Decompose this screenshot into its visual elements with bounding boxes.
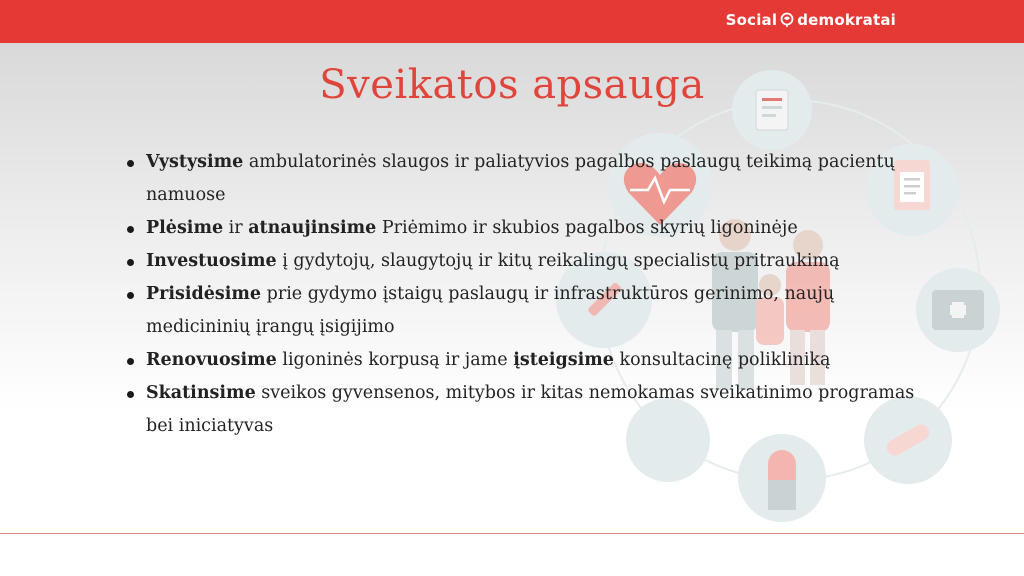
bullet-text: sveikos gyvensenos, mitybos ir kitas nemokamas sveikatinimo programas bei iniciatyvas [146, 383, 915, 436]
bullet-bold-2: atnaujinsime [248, 218, 377, 238]
bullet-text: ir [223, 218, 249, 238]
bullet-bold: Renovuosime [146, 350, 277, 370]
bullet-bold: Prisidėsime [146, 284, 262, 304]
bullet-item [124, 344, 924, 377]
footer-divider [0, 533, 1024, 534]
bullet-bold: Vystysime [146, 152, 244, 172]
bullet-bold: Plėsime [146, 218, 224, 238]
rose-icon [779, 12, 795, 28]
bullet-bold: Investuosime [146, 251, 277, 271]
bullet-text: ambulatorinės slaugos ir paliatyvios pagalbos paslaugų teikimą pacientų namuose [146, 152, 895, 205]
slide-title: Sveikatos apsauga [319, 62, 705, 108]
bullet-text-2: Priėmimo ir skubios pagalbos skyrių ligoninėje [376, 218, 798, 238]
bullet-item [124, 212, 924, 245]
bullet-list [124, 146, 924, 443]
bullet-item [124, 245, 924, 278]
brand-bar [0, 0, 1024, 43]
bullet-item [124, 377, 924, 443]
bullet-text: ligoninės korpusą ir jame [276, 350, 514, 370]
bullet-bold-2: įsteigsime [513, 350, 614, 370]
bullet-text-2: konsultacinę polikliniką [613, 350, 831, 370]
bullet-bold: Skatinsime [146, 383, 256, 403]
bullet-item [124, 146, 924, 212]
bullet-text: prie gydymo įstaigų paslaugų ir infrastruktūros gerinimo, naujų medicininių įrangų įsigijimo [146, 284, 835, 337]
brand-name-social: Social [725, 11, 778, 29]
brand-name-demokratai: demokratai [797, 11, 896, 29]
brand-logo [726, 11, 896, 29]
bullet-item [124, 278, 924, 344]
bullet-text: į gydytojų, slaugytojų ir kitų reikalingų specialistų pritraukimą [276, 251, 840, 271]
